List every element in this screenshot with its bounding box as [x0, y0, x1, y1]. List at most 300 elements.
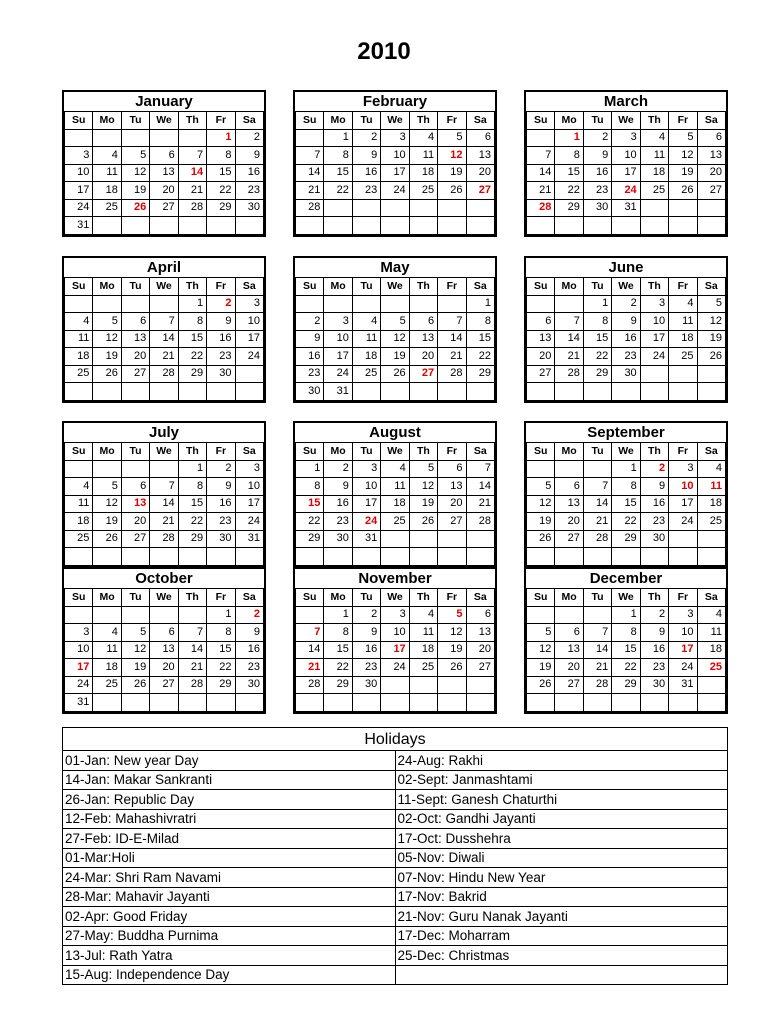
day-cell: 5	[527, 624, 555, 642]
empty-day-cell	[669, 365, 697, 383]
empty-day-cell	[640, 365, 668, 383]
day-cell: 2	[207, 460, 235, 478]
day-cell: 4	[65, 313, 93, 331]
empty-day-cell	[697, 694, 725, 712]
week-row	[527, 478, 726, 496]
holiday-row	[63, 907, 728, 927]
day-cell: 20	[555, 513, 583, 531]
empty-day-cell	[612, 383, 640, 401]
day-cell: 15	[583, 330, 611, 348]
empty-day-cell	[555, 217, 583, 235]
day-cell: 1	[324, 606, 352, 624]
day-cell: 18	[409, 164, 437, 182]
empty-day-cell	[352, 217, 380, 235]
day-cell: 28	[150, 530, 178, 548]
empty-day-cell	[466, 548, 494, 566]
day-cell: 10	[612, 147, 640, 165]
week-row	[65, 182, 264, 200]
day-cell: 17	[65, 182, 93, 200]
empty-day-cell	[438, 694, 466, 712]
weekday-header: Mo	[555, 443, 583, 461]
weekday-header: Sa	[697, 278, 725, 296]
week-row	[296, 365, 495, 383]
day-cell: 18	[65, 348, 93, 366]
empty-day-cell	[150, 606, 178, 624]
week-row	[296, 199, 495, 217]
day-cell: 21	[178, 182, 206, 200]
empty-day-cell	[235, 548, 263, 566]
week-row	[527, 365, 726, 383]
empty-day-cell	[324, 199, 352, 217]
day-cell: 18	[669, 330, 697, 348]
empty-day-cell	[409, 676, 437, 694]
day-cell: 22	[178, 348, 206, 366]
day-cell: 1	[612, 460, 640, 478]
day-cell: 23	[235, 182, 263, 200]
empty-day-cell	[381, 199, 409, 217]
day-cell: 6	[527, 313, 555, 331]
day-cell: 28	[466, 513, 494, 531]
day-cell: 21	[438, 348, 466, 366]
holiday-entry: 02-Sept: Janmashtami	[395, 770, 728, 790]
day-cell: 9	[352, 147, 380, 165]
week-row	[527, 624, 726, 642]
day-cell: 18	[640, 164, 668, 182]
day-cell: 19	[93, 513, 121, 531]
empty-day-cell	[669, 199, 697, 217]
day-cell: 16	[352, 641, 380, 659]
day-cell: 1	[466, 295, 494, 313]
empty-day-cell	[93, 295, 121, 313]
holiday-row	[63, 926, 728, 946]
empty-day-cell	[150, 295, 178, 313]
day-cell: 14	[296, 164, 324, 182]
day-cell: 14	[583, 495, 611, 513]
day-cell: 3	[235, 460, 263, 478]
day-cell: 19	[527, 513, 555, 531]
day-cell: 17	[669, 641, 697, 659]
day-cell: 5	[93, 313, 121, 331]
empty-day-cell	[324, 694, 352, 712]
day-cell: 20	[466, 641, 494, 659]
empty-day-cell	[697, 676, 725, 694]
month-name: June	[527, 258, 726, 278]
day-cell: 6	[121, 313, 149, 331]
day-cell: 28	[583, 676, 611, 694]
day-cell: 11	[352, 330, 380, 348]
day-cell: 3	[235, 295, 263, 313]
empty-day-cell	[93, 129, 121, 147]
day-cell: 28	[527, 199, 555, 217]
day-cell: 10	[640, 313, 668, 331]
empty-day-cell	[583, 383, 611, 401]
day-cell: 25	[381, 513, 409, 531]
holiday-entry: 07-Nov: Hindu New Year	[395, 868, 728, 888]
day-cell: 27	[555, 676, 583, 694]
day-cell: 17	[381, 641, 409, 659]
day-cell: 30	[640, 676, 668, 694]
weekday-header: Mo	[324, 278, 352, 296]
day-cell: 8	[178, 478, 206, 496]
day-cell: 24	[324, 365, 352, 383]
empty-day-cell	[150, 383, 178, 401]
day-cell: 12	[697, 313, 725, 331]
day-cell: 6	[409, 313, 437, 331]
day-cell: 14	[178, 164, 206, 182]
day-cell: 21	[150, 348, 178, 366]
month-name: November	[296, 569, 495, 589]
weekday-header: Mo	[93, 443, 121, 461]
week-row	[296, 348, 495, 366]
empty-day-cell	[438, 383, 466, 401]
day-cell: 22	[466, 348, 494, 366]
day-cell: 26	[669, 182, 697, 200]
week-row	[65, 164, 264, 182]
day-cell: 29	[583, 365, 611, 383]
day-cell: 31	[612, 199, 640, 217]
empty-day-cell	[150, 129, 178, 147]
day-cell: 17	[324, 348, 352, 366]
month-july	[62, 421, 266, 568]
day-cell: 16	[640, 495, 668, 513]
day-cell: 25	[93, 676, 121, 694]
week-row	[296, 513, 495, 531]
week-row	[65, 530, 264, 548]
day-cell: 13	[121, 330, 149, 348]
day-cell: 25	[65, 530, 93, 548]
day-cell: 2	[207, 295, 235, 313]
day-cell: 6	[121, 478, 149, 496]
day-cell: 24	[640, 348, 668, 366]
day-cell: 28	[296, 676, 324, 694]
day-cell: 15	[612, 495, 640, 513]
empty-day-cell	[381, 676, 409, 694]
week-row	[296, 624, 495, 642]
empty-day-cell	[409, 694, 437, 712]
day-cell: 26	[527, 676, 555, 694]
day-cell: 19	[121, 659, 149, 677]
day-cell: 25	[669, 348, 697, 366]
day-cell: 20	[438, 495, 466, 513]
day-cell: 13	[150, 164, 178, 182]
weekday-header: Tu	[121, 443, 149, 461]
day-cell: 8	[178, 313, 206, 331]
weekday-header: Mo	[93, 589, 121, 607]
day-cell: 3	[381, 129, 409, 147]
day-cell: 3	[381, 606, 409, 624]
weekday-header: Tu	[352, 443, 380, 461]
day-cell: 3	[669, 460, 697, 478]
day-cell: 9	[324, 478, 352, 496]
weekday-header: Th	[640, 112, 668, 130]
empty-day-cell	[93, 694, 121, 712]
day-cell: 29	[555, 199, 583, 217]
day-cell: 12	[121, 641, 149, 659]
day-cell: 8	[555, 147, 583, 165]
week-row	[527, 383, 726, 401]
weekday-header: Su	[296, 112, 324, 130]
day-cell: 9	[583, 147, 611, 165]
weekday-header: Th	[178, 112, 206, 130]
week-row	[296, 217, 495, 235]
holiday-entry: 21-Nov: Guru Nanak Jayanti	[395, 907, 728, 927]
empty-day-cell	[381, 548, 409, 566]
day-cell: 17	[612, 164, 640, 182]
weekday-header: Th	[178, 589, 206, 607]
empty-day-cell	[669, 694, 697, 712]
empty-day-cell	[612, 694, 640, 712]
day-cell: 20	[121, 513, 149, 531]
day-cell: 29	[324, 676, 352, 694]
weekday-header: Mo	[555, 589, 583, 607]
weekday-header: Sa	[466, 278, 494, 296]
month-name: January	[65, 92, 264, 112]
empty-day-cell	[527, 383, 555, 401]
weekday-header: Th	[178, 278, 206, 296]
day-cell: 12	[93, 330, 121, 348]
day-cell: 25	[697, 513, 725, 531]
day-cell: 6	[555, 624, 583, 642]
week-row	[296, 478, 495, 496]
day-cell: 5	[669, 129, 697, 147]
empty-day-cell	[65, 606, 93, 624]
day-cell: 9	[207, 313, 235, 331]
day-cell: 21	[150, 513, 178, 531]
weekday-header: Tu	[352, 278, 380, 296]
week-row	[65, 606, 264, 624]
day-cell: 15	[207, 641, 235, 659]
day-cell: 29	[612, 530, 640, 548]
day-cell: 29	[612, 676, 640, 694]
empty-day-cell	[466, 217, 494, 235]
day-cell: 5	[438, 606, 466, 624]
week-row	[527, 606, 726, 624]
day-cell: 18	[409, 641, 437, 659]
day-cell: 29	[207, 199, 235, 217]
holiday-entry: 13-Jul: Rath Yatra	[63, 946, 396, 966]
empty-day-cell	[555, 383, 583, 401]
empty-day-cell	[178, 217, 206, 235]
weekday-header: Su	[65, 278, 93, 296]
day-cell: 18	[93, 659, 121, 677]
day-cell: 2	[235, 606, 263, 624]
week-row	[296, 676, 495, 694]
day-cell: 17	[669, 495, 697, 513]
empty-day-cell	[324, 295, 352, 313]
holiday-entry: 14-Jan: Makar Sankranti	[63, 770, 396, 790]
day-cell: 7	[296, 147, 324, 165]
week-row	[296, 129, 495, 147]
day-cell: 27	[121, 530, 149, 548]
week-row	[65, 348, 264, 366]
day-cell: 16	[640, 641, 668, 659]
day-cell: 7	[583, 478, 611, 496]
empty-day-cell	[555, 295, 583, 313]
day-cell: 11	[93, 164, 121, 182]
week-row	[527, 495, 726, 513]
empty-day-cell	[640, 548, 668, 566]
month-january	[62, 90, 266, 237]
day-cell: 4	[669, 295, 697, 313]
week-row	[527, 676, 726, 694]
week-row	[65, 659, 264, 677]
empty-day-cell	[121, 383, 149, 401]
day-cell: 9	[640, 624, 668, 642]
weekday-header: Fr	[669, 278, 697, 296]
day-cell: 19	[438, 164, 466, 182]
day-cell: 12	[409, 478, 437, 496]
empty-day-cell	[697, 199, 725, 217]
weekday-header: Fr	[207, 443, 235, 461]
week-row	[296, 495, 495, 513]
weekday-header: Sa	[235, 278, 263, 296]
day-cell: 8	[583, 313, 611, 331]
week-row	[527, 147, 726, 165]
day-cell: 22	[555, 182, 583, 200]
day-cell: 7	[466, 460, 494, 478]
day-cell: 1	[207, 129, 235, 147]
day-cell: 30	[640, 530, 668, 548]
day-cell: 19	[669, 164, 697, 182]
holiday-entry: 27-Feb: ID-E-Milad	[63, 829, 396, 849]
day-cell: 14	[296, 641, 324, 659]
weekday-header: Su	[296, 443, 324, 461]
empty-day-cell	[296, 548, 324, 566]
day-cell: 29	[178, 365, 206, 383]
empty-day-cell	[381, 217, 409, 235]
day-cell: 2	[324, 460, 352, 478]
empty-day-cell	[669, 530, 697, 548]
day-cell: 25	[697, 659, 725, 677]
weekday-header: We	[150, 278, 178, 296]
day-cell: 26	[438, 182, 466, 200]
day-cell: 19	[438, 641, 466, 659]
day-cell: 13	[466, 147, 494, 165]
day-cell: 9	[207, 478, 235, 496]
empty-day-cell	[178, 548, 206, 566]
empty-day-cell	[352, 694, 380, 712]
day-cell: 16	[583, 164, 611, 182]
day-cell: 24	[669, 513, 697, 531]
holiday-entry: 24-Mar: Shri Ram Navami	[63, 868, 396, 888]
week-row	[296, 659, 495, 677]
empty-day-cell	[352, 199, 380, 217]
empty-day-cell	[352, 548, 380, 566]
day-cell: 4	[93, 147, 121, 165]
month-march	[524, 90, 728, 237]
week-row	[296, 164, 495, 182]
weekday-header: Fr	[438, 589, 466, 607]
empty-day-cell	[583, 694, 611, 712]
day-cell: 22	[207, 659, 235, 677]
day-cell: 3	[65, 147, 93, 165]
day-cell: 20	[697, 164, 725, 182]
empty-day-cell	[121, 129, 149, 147]
day-cell: 30	[207, 365, 235, 383]
holidays-header-row	[63, 728, 728, 751]
empty-day-cell	[178, 129, 206, 147]
month-october	[62, 567, 266, 714]
day-cell: 15	[296, 495, 324, 513]
day-cell: 7	[178, 624, 206, 642]
month-april	[62, 256, 266, 403]
day-cell: 14	[150, 330, 178, 348]
week-row	[527, 295, 726, 313]
empty-day-cell	[438, 548, 466, 566]
week-row	[527, 513, 726, 531]
empty-day-cell	[438, 199, 466, 217]
empty-day-cell	[527, 548, 555, 566]
week-row	[296, 606, 495, 624]
day-cell: 30	[296, 383, 324, 401]
day-cell: 20	[555, 659, 583, 677]
week-row	[65, 624, 264, 642]
day-cell: 23	[352, 659, 380, 677]
empty-day-cell	[697, 530, 725, 548]
day-cell: 9	[296, 330, 324, 348]
holidays-title: Holidays	[63, 728, 728, 751]
day-cell: 1	[207, 606, 235, 624]
day-cell: 21	[466, 495, 494, 513]
day-cell: 16	[352, 164, 380, 182]
day-cell: 10	[381, 147, 409, 165]
month-name: October	[65, 569, 264, 589]
day-cell: 10	[65, 164, 93, 182]
weekday-header: Fr	[207, 112, 235, 130]
empty-day-cell	[527, 460, 555, 478]
weekday-header: Tu	[121, 278, 149, 296]
weekday-header: Mo	[555, 278, 583, 296]
week-row	[296, 694, 495, 712]
week-row	[527, 694, 726, 712]
weekday-header: Th	[409, 112, 437, 130]
empty-day-cell	[324, 217, 352, 235]
week-row	[296, 530, 495, 548]
day-cell: 16	[296, 348, 324, 366]
weekday-header: Su	[65, 112, 93, 130]
week-row	[65, 199, 264, 217]
empty-day-cell	[409, 199, 437, 217]
day-cell: 11	[409, 147, 437, 165]
day-cell: 23	[352, 182, 380, 200]
week-row	[296, 641, 495, 659]
empty-day-cell	[555, 548, 583, 566]
day-cell: 19	[93, 348, 121, 366]
day-cell: 23	[583, 182, 611, 200]
holiday-entry: 02-Apr: Good Friday	[63, 907, 396, 927]
holiday-entry: 05-Nov: Diwali	[395, 848, 728, 868]
day-cell: 4	[409, 606, 437, 624]
day-cell: 22	[207, 182, 235, 200]
weekday-header: Th	[409, 278, 437, 296]
empty-day-cell	[466, 383, 494, 401]
day-cell: 18	[65, 513, 93, 531]
day-cell: 6	[150, 624, 178, 642]
empty-day-cell	[555, 694, 583, 712]
weekday-header: Fr	[438, 443, 466, 461]
week-row	[296, 330, 495, 348]
day-cell: 16	[612, 330, 640, 348]
empty-day-cell	[466, 199, 494, 217]
empty-day-cell	[121, 548, 149, 566]
day-cell: 28	[150, 365, 178, 383]
day-cell: 13	[150, 641, 178, 659]
day-cell: 13	[555, 495, 583, 513]
day-cell: 31	[324, 383, 352, 401]
day-cell: 19	[121, 182, 149, 200]
empty-day-cell	[65, 460, 93, 478]
day-cell: 14	[555, 330, 583, 348]
